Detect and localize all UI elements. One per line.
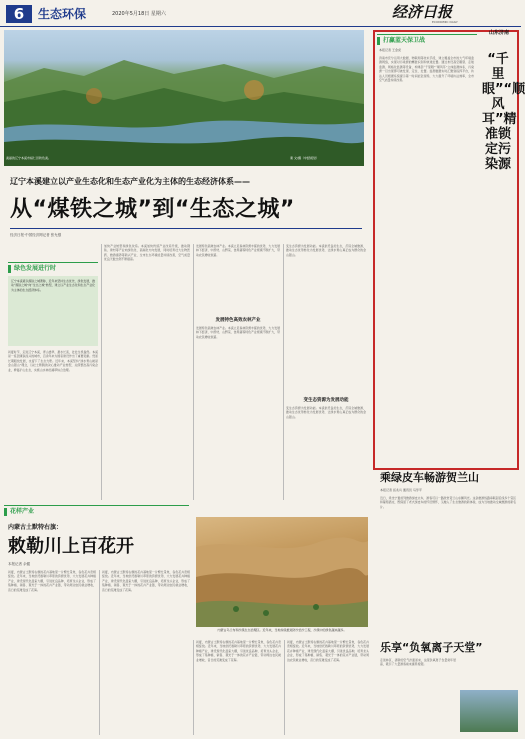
section-header-green: [377, 34, 477, 46]
article-column: 变生态资源为发展动能。本溪依托良好生态，打造全域旅游，推动生态优势转化为发展优势，让绿水青山真正成为群众的金山银山。: [286, 244, 366, 257]
section-header-green: [8, 262, 98, 274]
article-byline: 经济日报·中国经济网记者 张允强: [10, 233, 62, 237]
lower-right-body: 近日，乘坐宁夏首列旅游绿皮火车，游客可以一路欣赏贺兰山东麓风光。这条旅游线路串联起沿线多个景区和葡萄酒庄，既保留了老式绿皮车的怀旧情怀，又融入了生态旅游的新体验，成为当地推动全域旅游的新名片。: [380, 496, 516, 509]
masthead-logo: 经济日报: [392, 3, 453, 21]
desert-dunes-image: [196, 517, 368, 627]
article-column: 初夏时节，走进辽宁本溪，青山叠翠，碧水长流，处处生机盎然。本溪是一座因煤铁而兴的城市，百余年来为国家建设作出了重要贡献。然而长期粗放发展，也留下了生态欠账。近年来，本溪坚持“绿水青山就是金山银山”理念，以壮士断腕的决心推动产业转型，关停整治高污染企业，修复矿山生态，实施山水林田湖草综合治理。: [8, 350, 98, 372]
vertical-kicker: 山东济南: [489, 30, 510, 36]
vertical-headline: “千里眼”“顺风耳”精准锁定污染源: [482, 52, 525, 172]
article-column: 变生态资源为发展动能。本溪依托良好生态，打造全域旅游，推动生态优势转化为发展优势，让绿水青山真正成为群众的金山银山。: [286, 406, 366, 419]
bottom-byline: 本报记者 余健: [8, 562, 31, 566]
lower-right-body-2: 走进林区，清新的空气扑面而来，这里负氧离子含量常年居高，吸引了大量游客前来康养度假。: [380, 658, 456, 667]
masthead-subtitle: ECONOMIC DAILY: [432, 20, 458, 24]
column-rule: [193, 640, 194, 735]
article-column: 加快产业转型和绿色改造。本溪加快传统产业改造升级，推动钢铁、建材等产业向绿色化、高端化方向发展，同时培育壮大生物医药、旅游康养等新兴产业，全市生态环境质量持续改善，空气质量优良天数比例不断提高。: [104, 244, 190, 262]
article-headline: 从“煤铁之城”到“生态之城”: [10, 197, 295, 222]
header-rule: [0, 26, 521, 27]
section-header-green: [4, 505, 189, 517]
column-rule: [284, 640, 285, 735]
article-column: 发展特色高效农林产业。本溪立足森林资源丰富的优势，大力发展林下经济，中药材、山野菜、食用菌等特色产业规模不断扩大，带动农民增收致富。: [196, 244, 280, 257]
desert-photo: [196, 517, 368, 627]
bottom-column: 初夏，内蒙古土默特右旗的花卉基地里一片繁忙景象，各色花卉竞相绽放。近年来，当地依托敕勒川草原的资源优势，大力发展花卉种植产业，建设现代化温室大棚，引进优良品种，培育龙头企业，形成了集种植、销售、观光于一体的花卉产业链，带动周边农民就业增收，昔日的荒滩变成了花海。: [287, 640, 369, 662]
column-rule: [193, 244, 194, 500]
bottom-kicker: 内蒙古土默特右旗：: [8, 524, 63, 531]
article-column: 发展特色高效农林产业。本溪立足森林资源丰富的优势，大力发展林下经济，中药材、山野菜、食用菌等特色产业规模不断扩大，带动农民增收致富。: [196, 326, 280, 339]
section-name: 生态环保: [38, 7, 87, 21]
intro-box: [8, 276, 98, 346]
sidebar-body: 济南市充分运用大数据、物联网等技术手段，建立覆盖全市的大气环境监测网络，实现对污染源的精准识别和快速处置。通过布设高空瞭望、走航监测、网格化监测等设备，构建起“千里眼”“顺风耳”立体监测体系，污染源一旦出现即可被发现、定位、处置。监测数据实时汇聚到指挥平台，执法人员根据系统提示第一时间赶赴现场，大大提升了环境执法效率，全市空气质量持续改善。: [379, 56, 474, 83]
main-photo: [4, 30, 364, 166]
section-label: 绿色发展进行时: [14, 265, 57, 272]
headline-rule: [10, 228, 362, 229]
tiny-photo: [460, 690, 518, 732]
article-kicker: 辽宁本溪建立以产业生态化和生态产业化为主体的生态经济体系——: [10, 177, 250, 186]
lower-right-headline-2: 乐享“负氧离子天堂”: [380, 641, 483, 654]
photo-credit: 秦 文/摄（中经视觉）: [290, 156, 319, 160]
column-rule: [99, 570, 100, 735]
desert-photo-caption: 内蒙古乌兰布和沙漠生态治理区。近年来，当地持续推进防沙治沙工程，沙漠中的绿色越来越多。: [217, 628, 347, 632]
subsection-heading: 发展特色高效农林产业: [215, 318, 261, 323]
bottom-headline: 敕勒川上百花开: [8, 536, 134, 557]
mountain-landscape-image: [4, 30, 364, 166]
bottom-column: 初夏，内蒙古土默特右旗的花卉基地里一片繁忙景象，各色花卉竞相绽放。近年来，当地依托敕勒川草原的资源优势，大力发展花卉种植产业，建设现代化温室大棚，引进优良品种，培育龙头企业，形成了集种植、销售、观光于一体的花卉产业链，带动周边农民就业增收，昔日的荒滩变成了花海。: [8, 570, 96, 592]
bottom-column: 初夏，内蒙古土默特右旗的花卉基地里一片繁忙景象，各色花卉竞相绽放。近年来，当地依托敕勒川草原的资源优势，大力发展花卉种植产业，建设现代化温室大棚，引进优良品种，培育龙头企业，形成了集种植、销售、观光于一体的花卉产业链，带动周边农民就业增收，昔日的荒滩变成了花海。: [196, 640, 281, 662]
publication-date: 2020年5月18日 星期六: [112, 11, 166, 17]
subsection-heading: 变生态资源为发展动能: [303, 398, 349, 403]
column-rule: [283, 244, 284, 500]
lower-right-headline: 乘绿皮车畅游贺兰山: [380, 471, 479, 484]
photo-caption: 美丽的辽宁本溪市桓仁县秋色美。: [6, 156, 52, 160]
sidebar-byline: 本报记者 王金虎: [379, 48, 401, 52]
bottom-column: 初夏，内蒙古土默特右旗的花卉基地里一片繁忙景象，各色花卉竞相绽放。近年来，当地依托敕勒川草原的资源优势，大力发展花卉种植产业，建设现代化温室大棚，引进优良品种，培育龙头企业，形成了集种植、销售、观光于一体的花卉产业链，带动周边农民就业增收，昔日的荒滩变成了花海。: [102, 570, 190, 592]
intro-text: 辽宁本溪素以煤铁之城著称，近年来坚持生态优先、绿色发展，推动“煤铁之城”向“生态之城”转型，建立以产业生态化和生态产业化为主体的生态经济体系。: [11, 279, 95, 292]
page-number: 6: [6, 5, 32, 23]
column-rule: [101, 244, 102, 500]
section-label: 打赢蓝天保卫战: [383, 37, 426, 44]
section-label: 花样产业: [10, 508, 35, 515]
lower-right-byline: 本报记者 拓兆兵 通讯员 马学平: [380, 488, 422, 492]
